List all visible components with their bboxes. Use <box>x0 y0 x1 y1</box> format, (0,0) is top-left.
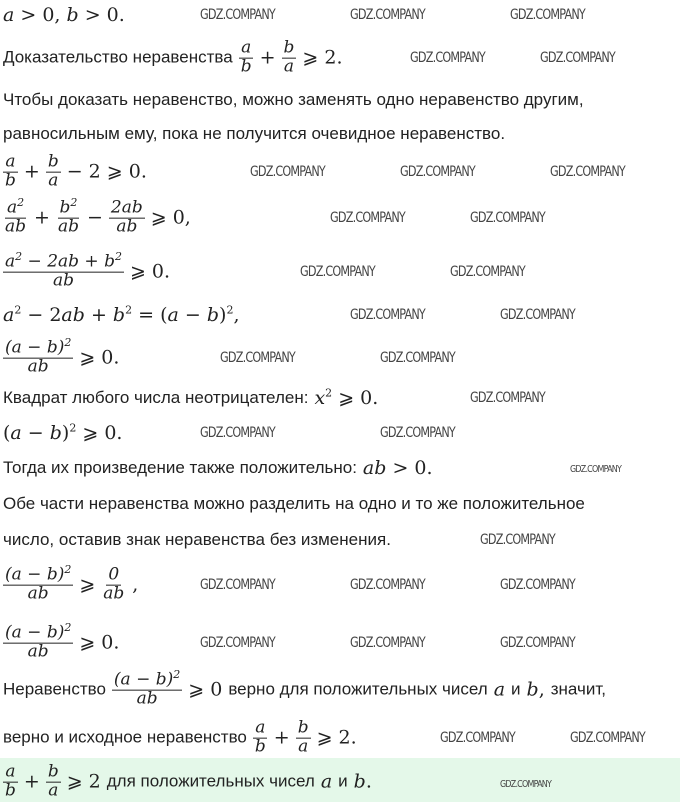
watermark: GDZ.COMPANY <box>330 210 405 226</box>
math-expression: a <box>493 679 506 701</box>
math-expression: a > 0, b > 0. <box>3 4 125 26</box>
math-expression: ⩾ <box>79 574 96 596</box>
math-expression: , <box>132 574 139 596</box>
fraction <box>3 151 18 191</box>
line-7 <box>0 250 173 291</box>
line-3 <box>0 90 587 110</box>
denominator: ab <box>57 216 79 237</box>
fraction <box>46 761 61 801</box>
math-expression: ⩾ 0, <box>150 207 191 229</box>
watermark: GDZ.COMPANY <box>350 7 425 23</box>
denominator: ab <box>116 216 138 237</box>
watermark: GDZ.COMPANY <box>470 390 545 406</box>
fraction <box>3 563 73 604</box>
denominator: b <box>254 736 266 757</box>
watermark: GDZ.COMPANY <box>380 350 455 366</box>
watermark: GDZ.COMPANY <box>500 635 575 651</box>
watermark: GDZ.COMPANY <box>220 350 295 366</box>
fraction <box>3 336 73 377</box>
numerator: $(a - b)^2$ <box>5 336 72 358</box>
watermark: GDZ.COMPANY <box>570 464 622 475</box>
math-expression: ⩾ 0 <box>188 679 223 701</box>
numerator: a <box>241 37 252 58</box>
denominator: a <box>48 170 59 191</box>
watermark: GDZ.COMPANY <box>200 425 275 441</box>
line-17 <box>0 668 609 709</box>
fraction <box>239 37 254 77</box>
line-15 <box>0 563 141 604</box>
line-10 <box>0 387 381 409</box>
denominator: ab <box>27 641 49 662</box>
math-expression: $a^2 - 2ab + b^2 = (a - b)^2$, <box>3 303 240 326</box>
text: и <box>338 772 348 791</box>
denominator: ab <box>103 583 125 604</box>
denominator: a <box>298 736 309 757</box>
denominator: b <box>5 170 16 191</box>
math-expression: ⩾ 0. <box>129 261 171 283</box>
fraction <box>253 717 268 757</box>
watermark: GDZ.COMPANY <box>510 7 585 23</box>
fraction <box>3 196 28 237</box>
fraction <box>112 668 182 709</box>
text: Обе части неравенства можно разделить на одно и то же положительное <box>3 494 585 513</box>
line-2 <box>0 37 346 77</box>
denominator: a <box>48 780 59 801</box>
fraction <box>3 761 18 801</box>
math-expression: b, <box>526 679 545 701</box>
watermark: GDZ.COMPANY <box>550 164 625 180</box>
watermark: GDZ.COMPANY <box>250 164 325 180</box>
line-18 <box>0 717 360 757</box>
fraction <box>56 196 81 237</box>
math-expression: ⩾ 0. <box>79 632 120 654</box>
watermark: GDZ.COMPANY <box>450 264 525 280</box>
text: Неравенство <box>3 680 106 699</box>
line-1 <box>0 4 128 26</box>
numerator: 0 <box>108 564 120 585</box>
numerator: 2ab <box>110 197 143 218</box>
denominator: ab <box>27 356 49 377</box>
numerator: $b^2$ <box>59 196 78 218</box>
text: верно и исходное неравенство <box>3 728 247 747</box>
line-8 <box>0 304 242 326</box>
numerator: b <box>47 761 59 782</box>
text: Чтобы доказать неравенство, можно заменять одно неравенство другим, <box>3 90 584 109</box>
denominator: ab <box>5 216 27 237</box>
text: Доказательство неравенства <box>3 48 233 67</box>
fraction <box>3 621 73 662</box>
denominator: a <box>283 56 295 77</box>
watermark: GDZ.COMPANY <box>470 210 545 226</box>
line-4 <box>0 124 508 144</box>
math-expression: + <box>34 207 50 229</box>
watermark: GDZ.COMPANY <box>540 50 615 66</box>
fraction <box>101 564 126 604</box>
math-expression: $x^2$ ⩾ 0. <box>314 386 379 409</box>
line-14 <box>0 530 394 550</box>
math-expression: $(a - b)^2$ ⩾ 0. <box>3 421 123 444</box>
watermark: GDZ.COMPANY <box>480 532 555 548</box>
numerator: $(a - b)^2$ <box>5 563 72 585</box>
math-expression: ⩾ 2 <box>66 771 101 793</box>
math-expression: ab > 0. <box>362 457 433 479</box>
line-6 <box>0 196 194 237</box>
numerator: $(a - b)^2$ <box>5 621 72 643</box>
numerator: b <box>297 717 309 738</box>
numerator: b <box>283 37 295 58</box>
numerator: a <box>5 761 16 782</box>
watermark: GDZ.COMPANY <box>200 577 275 593</box>
watermark: GDZ.COMPANY <box>570 730 645 746</box>
watermark: GDZ.COMPANY <box>440 730 515 746</box>
denominator: ab <box>27 583 49 604</box>
text: значит, <box>550 680 606 699</box>
line-13 <box>0 494 588 514</box>
line-5 <box>0 151 150 191</box>
line-19 <box>0 761 375 801</box>
numerator: a <box>255 717 266 738</box>
text: равносильным ему, пока не получится очевидное неравенство. <box>3 124 506 143</box>
numerator: a <box>5 151 16 172</box>
fraction <box>296 717 311 757</box>
watermark: GDZ.COMPANY <box>200 7 275 23</box>
math-expression: − <box>86 207 103 229</box>
watermark: GDZ.COMPANY <box>350 635 425 651</box>
line-12 <box>0 457 436 479</box>
math-expression: + <box>273 727 290 749</box>
fraction <box>282 37 297 77</box>
math-expression: ⩾ 2. <box>316 727 357 749</box>
math-expression: a <box>320 771 333 793</box>
numerator: b <box>47 151 59 172</box>
denominator: ab <box>136 688 158 709</box>
fraction <box>46 151 61 191</box>
watermark: GDZ.COMPANY <box>500 307 575 323</box>
numerator: $a^2$ <box>6 196 25 218</box>
fraction <box>109 197 145 237</box>
text: и <box>511 680 521 699</box>
denominator: b <box>240 56 252 77</box>
text: число, оставив знак неравенства без изменения. <box>3 530 391 549</box>
text: верно для положительных чисел <box>228 680 488 699</box>
watermark: GDZ.COMPANY <box>500 577 575 593</box>
denominator: b <box>5 780 16 801</box>
math-expression: ⩾ 0. <box>79 347 120 369</box>
watermark: GDZ.COMPANY <box>400 164 475 180</box>
math-expression: + <box>23 161 40 183</box>
text: для положительных чисел <box>106 772 315 791</box>
line-9 <box>0 336 122 377</box>
watermark: GDZ.COMPANY <box>350 307 425 323</box>
watermark: GDZ.COMPANY <box>380 425 455 441</box>
watermark: GDZ.COMPANY <box>200 635 275 651</box>
line-11 <box>0 422 125 444</box>
text: Квадрат любого числа неотрицателен: <box>3 388 309 407</box>
math-expression: + <box>259 47 276 69</box>
watermark: GDZ.COMPANY <box>350 577 425 593</box>
numerator: $a^2 - 2ab + b^2$ <box>5 250 122 272</box>
watermark: GDZ.COMPANY <box>500 779 552 790</box>
fraction <box>3 250 124 291</box>
math-expression: b. <box>353 771 372 793</box>
denominator: ab <box>52 270 74 291</box>
math-expression: − 2 ⩾ 0. <box>66 161 147 183</box>
numerator: $(a - b)^2$ <box>113 668 181 690</box>
line-16 <box>0 621 122 662</box>
watermark: GDZ.COMPANY <box>300 264 375 280</box>
watermark: GDZ.COMPANY <box>410 50 485 66</box>
math-expression: ⩾ 2. <box>302 47 343 69</box>
math-expression: + <box>23 771 40 793</box>
text: Тогда их произведение также положительно: <box>3 458 357 477</box>
